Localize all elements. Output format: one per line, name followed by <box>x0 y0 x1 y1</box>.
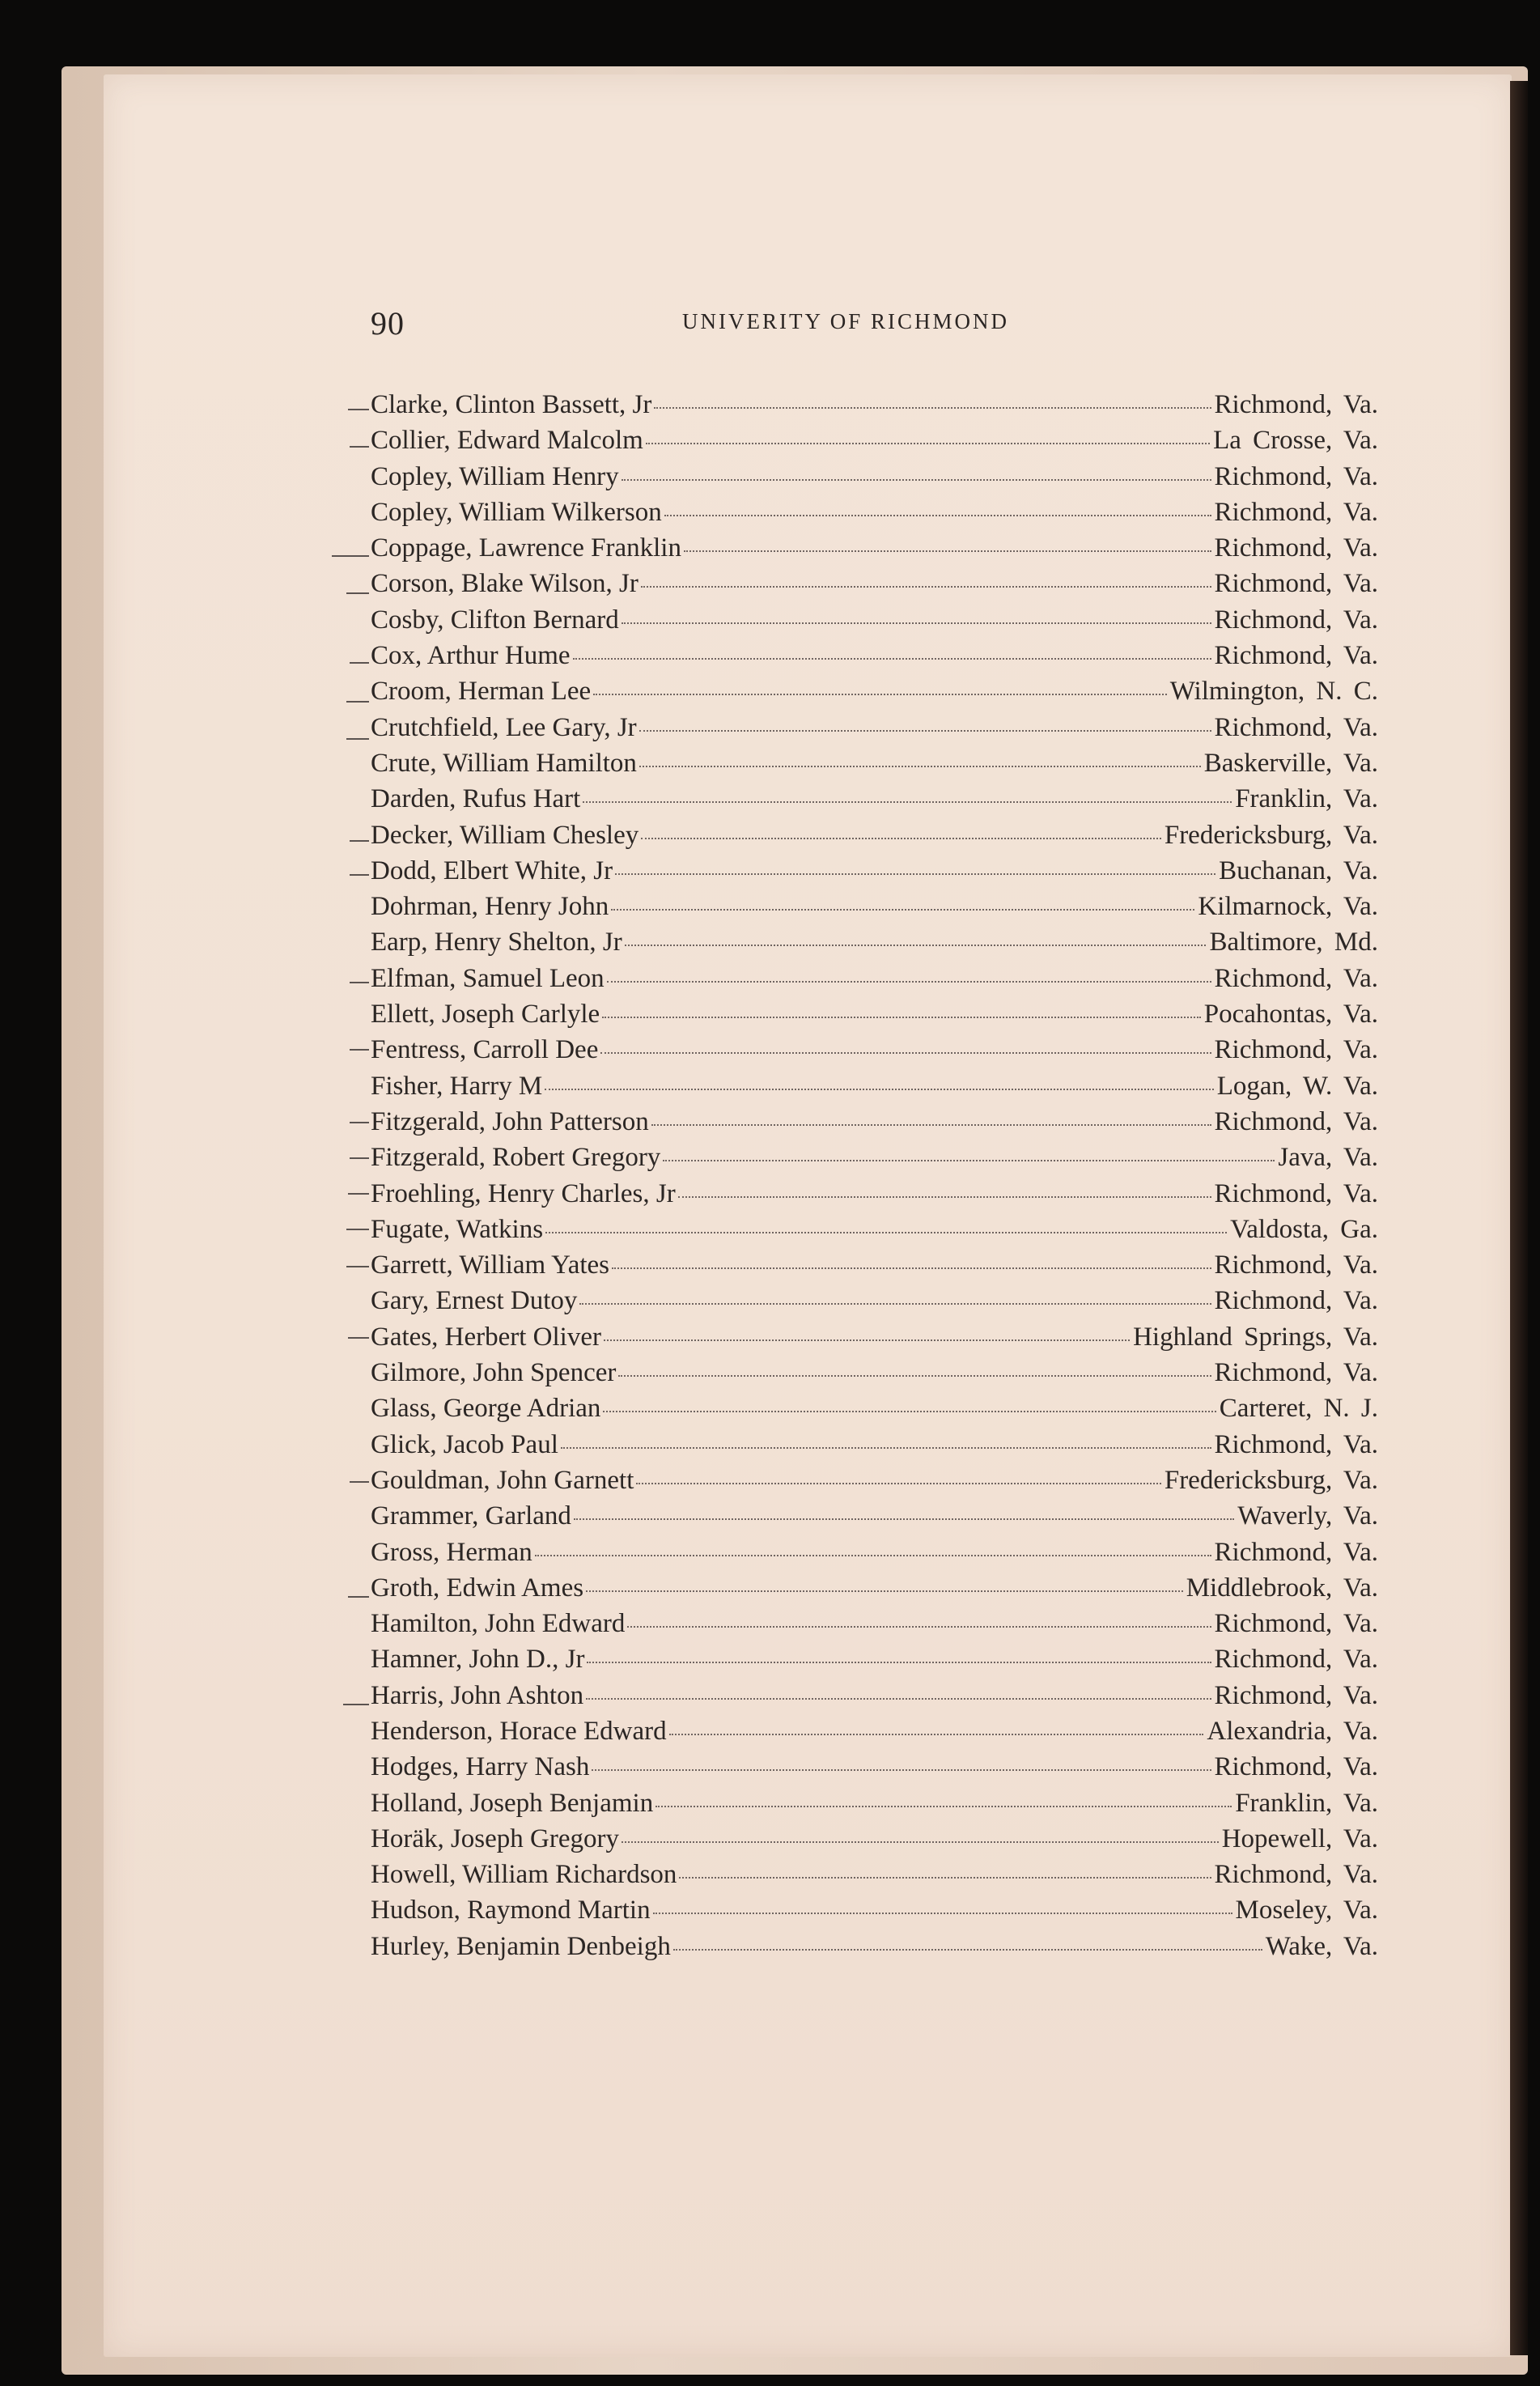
dot-leader <box>586 1698 1211 1700</box>
student-name: Glass, George Adrian <box>371 1394 601 1424</box>
student-name: Howell, William Richardson <box>371 1860 677 1890</box>
running-title: UNIVERITY OF RICHMOND <box>682 309 1009 333</box>
hometown: Richmond, Va. <box>1214 963 1378 993</box>
page-header <box>371 304 1301 345</box>
hometown: Carteret, N. J. <box>1219 1394 1378 1424</box>
student-name: Collier, Edward Malcolm <box>371 426 643 456</box>
student-name: Coppage, Lawrence Franklin <box>371 533 681 563</box>
pencil-mark <box>346 701 369 703</box>
directory-entry <box>371 1286 1378 1322</box>
directory-entry <box>371 1430 1378 1466</box>
directory-entry <box>371 1322 1378 1358</box>
pencil-mark <box>348 409 369 410</box>
directory-entry <box>371 784 1378 820</box>
hometown: La Crosse, Va. <box>1213 426 1378 456</box>
pencil-mark <box>350 662 369 664</box>
dot-leader <box>627 1626 1211 1628</box>
hometown: Richmond, Va. <box>1214 712 1378 742</box>
pencil-mark <box>350 1049 369 1051</box>
student-name: Fugate, Watkins <box>371 1214 544 1244</box>
directory-entry <box>371 1860 1378 1896</box>
student-name: Cox, Arthur Hume <box>371 641 571 671</box>
directory-entry <box>371 1358 1378 1394</box>
dot-leader <box>664 515 1211 516</box>
student-name: Gilmore, John Spencer <box>371 1358 617 1388</box>
dot-leader <box>545 1089 1213 1090</box>
dot-leader <box>669 1734 1204 1735</box>
page-number: 90 <box>371 305 405 342</box>
hometown: Pocahontas, Va. <box>1203 1000 1378 1030</box>
dot-leader <box>673 1949 1262 1951</box>
student-name: Froehling, Henry Charles, Jr <box>371 1178 676 1208</box>
student-name: Fisher, Harry M <box>371 1071 543 1101</box>
dot-leader <box>639 766 1201 767</box>
pencil-mark <box>346 738 369 740</box>
directory-entry <box>371 1789 1378 1824</box>
hometown: Buchanan, Va. <box>1219 855 1378 885</box>
student-directory-list <box>371 390 1378 1968</box>
hometown: Richmond, Va. <box>1214 641 1378 671</box>
hometown: Baskerville, Va. <box>1203 748 1378 778</box>
pencil-mark <box>350 982 369 983</box>
hometown: Highland Springs, Va. <box>1133 1322 1378 1352</box>
student-name: Gross, Herman <box>371 1537 532 1567</box>
hometown: Richmond, Va. <box>1214 390 1378 419</box>
dot-leader <box>586 1590 1183 1592</box>
hometown: Baltimore, Md. <box>1209 928 1378 957</box>
dot-leader <box>678 1196 1211 1198</box>
hometown: Waverly, Va. <box>1237 1501 1378 1531</box>
hometown: Wake, Va. <box>1265 1931 1378 1961</box>
directory-entry <box>371 892 1378 928</box>
hometown: Richmond, Va. <box>1214 533 1378 563</box>
directory-entry <box>371 569 1378 605</box>
directory-entry <box>371 1932 1378 1968</box>
student-name: Hudson, Raymond Martin <box>371 1896 651 1925</box>
student-name: Gary, Ernest Dutoy <box>371 1286 578 1316</box>
directory-entry <box>371 1072 1378 1107</box>
directory-entry <box>371 1896 1378 1931</box>
dot-leader <box>607 981 1211 983</box>
hometown: Richmond, Va. <box>1214 1035 1378 1065</box>
dot-leader <box>612 1267 1211 1269</box>
hometown: Richmond, Va. <box>1214 569 1378 599</box>
dot-leader <box>574 1518 1234 1520</box>
directory-entry <box>371 605 1378 641</box>
student-name: Garrett, William Yates <box>371 1250 610 1280</box>
dot-leader <box>622 622 1211 624</box>
dot-leader <box>653 1913 1232 1914</box>
directory-entry <box>371 1215 1378 1250</box>
hometown: Richmond, Va. <box>1214 497 1378 527</box>
dot-leader <box>655 1806 1232 1807</box>
student-name: Glick, Jacob Paul <box>371 1429 558 1459</box>
directory-entry <box>371 1717 1378 1752</box>
hometown: Logan, W. Va. <box>1216 1071 1378 1101</box>
student-name: Darden, Rufus Hart <box>371 784 581 814</box>
student-name: Hamner, John D., Jr <box>371 1645 585 1675</box>
pencil-mark <box>350 1481 369 1483</box>
dot-leader <box>651 1124 1211 1126</box>
pencil-mark <box>348 1193 369 1195</box>
hometown: Franklin, Va. <box>1235 784 1378 814</box>
dot-leader <box>663 1160 1275 1161</box>
pencil-mark <box>348 1337 369 1339</box>
pencil-mark <box>350 874 369 876</box>
dot-leader <box>583 801 1232 803</box>
hometown: Richmond, Va. <box>1214 1860 1378 1890</box>
student-name: Fitzgerald, Robert Gregory <box>371 1143 661 1173</box>
directory-entry <box>371 1250 1378 1286</box>
directory-entry <box>371 1179 1378 1215</box>
directory-entry <box>371 426 1378 461</box>
student-name: Hamilton, John Edward <box>371 1609 626 1639</box>
student-name: Horäk, Joseph Gregory <box>371 1823 620 1853</box>
dot-leader <box>615 873 1215 875</box>
dot-leader <box>618 1375 1211 1377</box>
student-name: Decker, William Chesley <box>371 820 639 850</box>
student-name: Harris, John Ashton <box>371 1680 584 1710</box>
hometown: Alexandria, Va. <box>1207 1716 1378 1746</box>
dot-leader <box>641 838 1161 839</box>
hometown: Richmond, Va. <box>1214 1429 1378 1459</box>
hometown: Richmond, Va. <box>1214 461 1378 491</box>
directory-entry <box>371 821 1378 856</box>
student-name: Holland, Joseph Benjamin <box>371 1788 654 1818</box>
hometown: Richmond, Va. <box>1214 1645 1378 1675</box>
hometown: Richmond, Va. <box>1214 1286 1378 1316</box>
pencil-mark <box>350 1157 369 1159</box>
hometown: Valdosta, Ga. <box>1230 1214 1378 1244</box>
hometown: Richmond, Va. <box>1214 1178 1378 1208</box>
dot-leader <box>622 1841 1219 1843</box>
dot-leader <box>603 1411 1215 1412</box>
directory-entry <box>371 1000 1378 1035</box>
pencil-mark <box>350 1122 369 1123</box>
student-name: Copley, William Wilkerson <box>371 497 662 527</box>
directory-entry <box>371 462 1378 498</box>
directory-entry <box>371 1035 1378 1071</box>
hometown: Richmond, Va. <box>1214 1537 1378 1567</box>
pencil-mark <box>348 1596 369 1598</box>
binding-shadow <box>1510 81 1528 2355</box>
directory-entry <box>371 1645 1378 1680</box>
hometown: Middlebrook, Va. <box>1186 1573 1378 1603</box>
student-name: Fentress, Carroll Dee <box>371 1035 599 1065</box>
directory-entry <box>371 390 1378 426</box>
hometown: Franklin, Va. <box>1235 1788 1378 1818</box>
hometown: Fredericksburg, Va. <box>1164 1465 1378 1495</box>
dot-leader <box>587 1662 1211 1663</box>
student-name: Gouldman, John Garnett <box>371 1465 634 1495</box>
hometown: Wilmington, N. C. <box>1169 677 1378 707</box>
dot-leader <box>654 407 1211 409</box>
dot-leader <box>592 1769 1211 1771</box>
hometown: Richmond, Va. <box>1214 1358 1378 1388</box>
dot-leader <box>636 1483 1160 1484</box>
dot-leader <box>641 586 1211 588</box>
directory-entry <box>371 1752 1378 1788</box>
student-name: Corson, Blake Wilson, Jr <box>371 569 638 599</box>
student-name: Groth, Edwin Ames <box>371 1573 584 1603</box>
dot-leader <box>646 443 1210 444</box>
directory-entry <box>371 928 1378 963</box>
dot-leader <box>602 1017 1201 1018</box>
hometown: Moseley, Va. <box>1235 1896 1378 1925</box>
pencil-mark <box>350 446 369 448</box>
directory-entry <box>371 749 1378 784</box>
directory-entry <box>371 713 1378 749</box>
pencil-mark <box>346 592 369 594</box>
student-name: Gates, Herbert Oliver <box>371 1322 601 1352</box>
pencil-mark <box>346 1229 369 1230</box>
directory-entry <box>371 856 1378 892</box>
hometown: Fredericksburg, Va. <box>1164 820 1378 850</box>
student-name: Elfman, Samuel Leon <box>371 963 605 993</box>
hometown: Richmond, Va. <box>1214 1680 1378 1710</box>
student-name: Grammer, Garland <box>371 1501 571 1531</box>
dot-leader <box>579 1303 1211 1305</box>
dot-leader <box>561 1447 1211 1449</box>
directory-entry <box>371 1394 1378 1429</box>
student-name: Fitzgerald, John Patterson <box>371 1106 649 1136</box>
dot-leader <box>625 945 1207 946</box>
student-name: Crutchfield, Lee Gary, Jr <box>371 712 637 742</box>
hometown: Richmond, Va. <box>1214 1106 1378 1136</box>
directory-entry <box>371 1107 1378 1143</box>
pencil-mark <box>346 1266 369 1267</box>
dot-leader <box>622 479 1211 481</box>
dot-leader <box>639 730 1211 732</box>
directory-entry <box>371 677 1378 712</box>
student-name: Dodd, Elbert White, Jr <box>371 855 613 885</box>
hometown: Kilmarnock, Va. <box>1198 892 1378 922</box>
directory-entry <box>371 1466 1378 1501</box>
dot-leader <box>545 1232 1227 1233</box>
directory-entry <box>371 1143 1378 1178</box>
student-name: Henderson, Horace Edward <box>371 1716 667 1746</box>
dot-leader <box>593 694 1167 695</box>
dot-leader <box>611 909 1194 911</box>
student-name: Clarke, Clinton Bassett, Jr <box>371 390 652 419</box>
student-name: Earp, Henry Shelton, Jr <box>371 928 622 957</box>
dot-leader <box>604 1339 1130 1341</box>
directory-entry <box>371 641 1378 677</box>
dot-leader <box>600 1052 1211 1054</box>
dot-leader <box>535 1555 1211 1556</box>
directory-entry <box>371 964 1378 1000</box>
dot-leader <box>684 550 1211 552</box>
pencil-mark <box>350 840 369 842</box>
dot-leader <box>679 1877 1211 1879</box>
directory-entry <box>371 498 1378 533</box>
directory-entry <box>371 1609 1378 1645</box>
dot-leader <box>573 658 1211 660</box>
student-name: Cosby, Clifton Bernard <box>371 605 619 635</box>
pencil-mark <box>343 1704 369 1705</box>
directory-entry <box>371 1538 1378 1573</box>
hometown: Richmond, Va. <box>1214 1752 1378 1782</box>
directory-entry <box>371 1681 1378 1717</box>
student-name: Hodges, Harry Nash <box>371 1752 590 1782</box>
pencil-mark <box>332 555 369 557</box>
hometown: Richmond, Va. <box>1214 1250 1378 1280</box>
directory-entry <box>371 1573 1378 1609</box>
student-name: Hurley, Benjamin Denbeigh <box>371 1931 671 1961</box>
student-name: Crute, William Hamilton <box>371 748 637 778</box>
directory-entry <box>371 533 1378 569</box>
directory-entry <box>371 1501 1378 1537</box>
student-name: Croom, Herman Lee <box>371 677 592 707</box>
hometown: Java, Va. <box>1278 1143 1378 1173</box>
directory-entry <box>371 1824 1378 1860</box>
student-name: Dohrman, Henry John <box>371 892 609 922</box>
hometown: Richmond, Va. <box>1214 605 1378 635</box>
student-name: Ellett, Joseph Carlyle <box>371 1000 600 1030</box>
hometown: Richmond, Va. <box>1214 1609 1378 1639</box>
hometown: Hopewell, Va. <box>1221 1823 1378 1853</box>
student-name: Copley, William Henry <box>371 461 619 491</box>
